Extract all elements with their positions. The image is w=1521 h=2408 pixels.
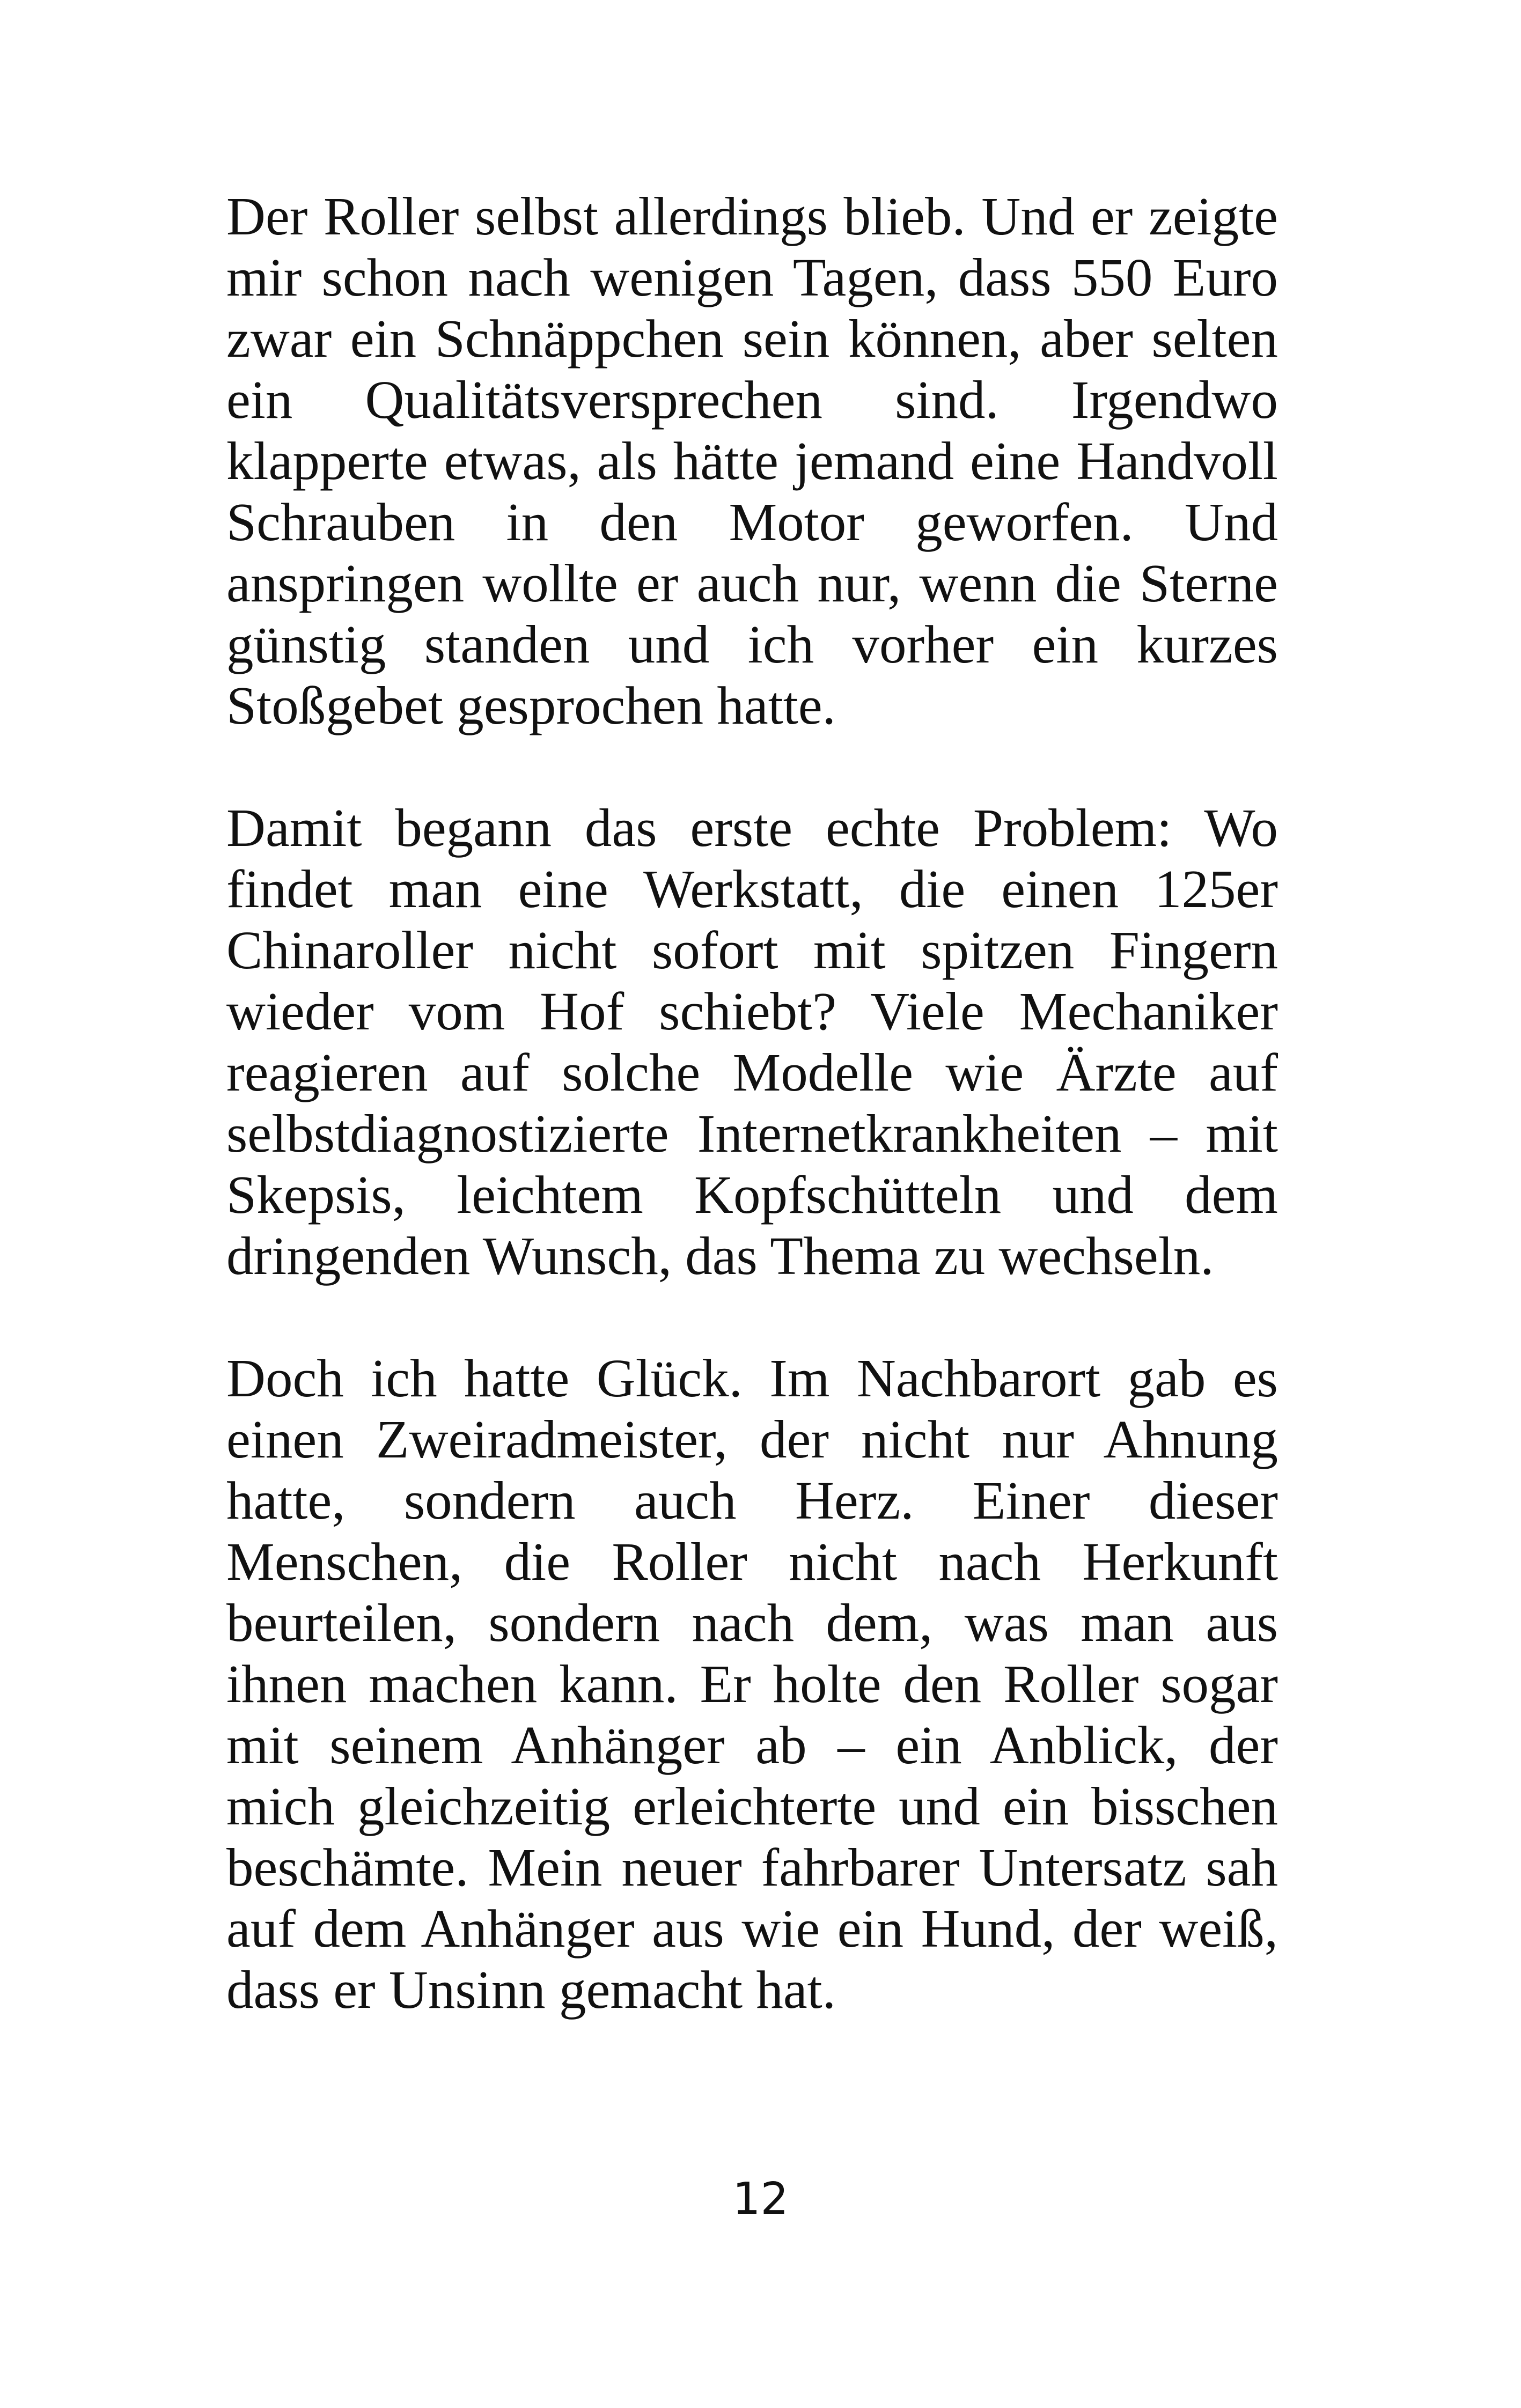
paragraph-3: Doch ich hatte Glück. Im Nachbarort gab es einen Zweiradmeister, der nicht nur Ahnung hatte, sondern auch Herz. Einer dieser Menschen, die Roller nicht nach Herkunft beurteilen, sondern nach dem, was man aus ihnen machen kann. Er holte den Roller sogar mit seinem Anhänger ab – ein Anblick, der mich gleichzeitig erleichterte und ein bisschen beschämte. Mein neuer fahrbarer Untersatz sah auf dem Anhänger aus wie ein Hund, der weiß, dass er Unsinn gemacht hat. (226, 1348, 1278, 2020)
paragraph-2: Damit begann das erste echte Problem: Wo findet man eine Werkstatt, die einen 125er Chinaroller nicht sofort mit spitzen Fingern wieder vom Hof schiebt? Viele Mechaniker reagieren auf solche Modelle wie Ärzte auf selbstdiagnostizierte Internetkrankheiten – mit Skepsis, leichtem Kopfschütteln und dem dringenden Wunsch, das Thema zu wechseln. (226, 798, 1278, 1286)
page-number: 12 (732, 2174, 789, 2225)
body-text (226, 186, 1278, 2081)
paragraph-1: Der Roller selbst allerdings blieb. Und er zeigte mir schon nach wenigen Tagen, dass 550 Euro zwar ein Schnäppchen sein können, aber selten ein Qualitätsversprechen sind. Irgendwo klapperte etwas, als hätte jemand eine Handvoll Schrauben in den Motor geworfen. Und anspringen wollte er auch nur, wenn die Sterne günstig standen und ich vorher ein kurzes Stoßgebet gesprochen hatte. (226, 186, 1278, 735)
